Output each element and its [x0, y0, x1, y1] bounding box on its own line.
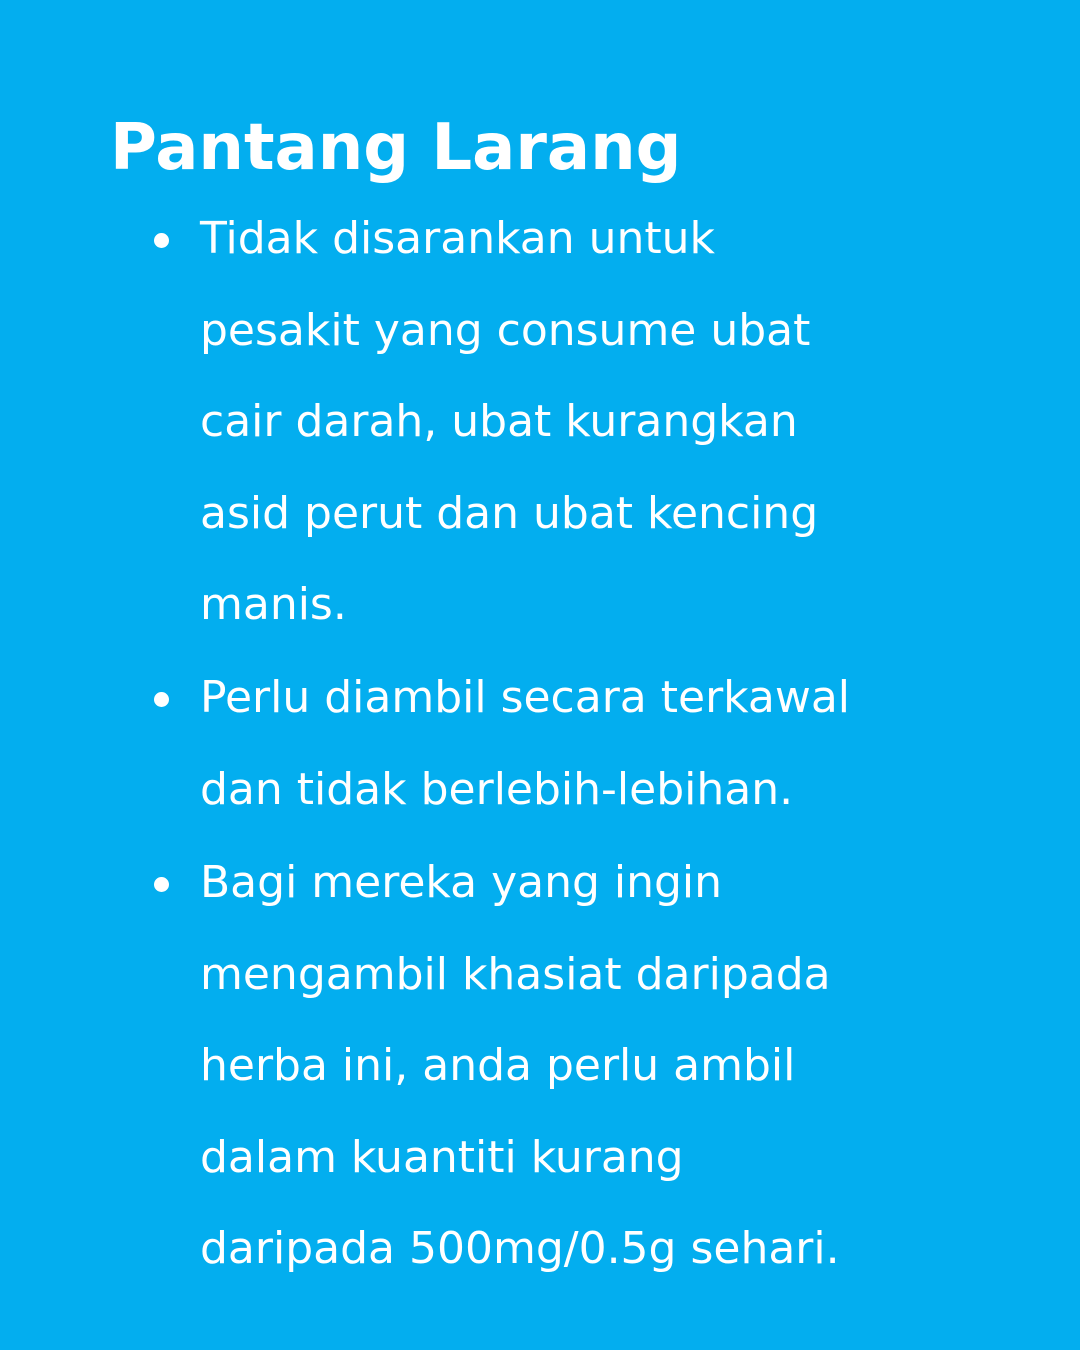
bullet-line: Bagi mereka yang ingin: [200, 857, 723, 908]
bullet-line: dalam kuantiti kurang: [200, 1131, 684, 1183]
bullet-dot-icon: [154, 877, 169, 892]
bullet-dot-icon: [154, 233, 169, 248]
page-title: Pantang Larang: [110, 111, 682, 185]
bullet-text: [200, 652, 960, 835]
bullet-line: dan tidak berlebih-lebihan.: [200, 763, 794, 815]
bullet-text: [200, 193, 960, 651]
bullet-line: herba ini, anda perlu ambil: [200, 1040, 796, 1091]
bullet-line: pesakit yang consume ubat: [200, 304, 811, 356]
bullet-line: mengambil khasiat daripada: [200, 948, 831, 1000]
bullet-line: asid perut dan ubat kencing: [200, 487, 819, 539]
bullet-line: cair darah, ubat kurangkan: [200, 396, 798, 447]
bullet-text: [200, 837, 960, 1295]
bullet-dot-icon: [154, 692, 169, 707]
bullet-line: daripada 500mg/0.5g sehari.: [200, 1223, 840, 1274]
bullet-line: manis.: [200, 579, 347, 630]
bullet-line: Tidak disarankan untuk: [200, 213, 716, 264]
bullet-line: Perlu diambil secara terkawal: [200, 672, 851, 723]
